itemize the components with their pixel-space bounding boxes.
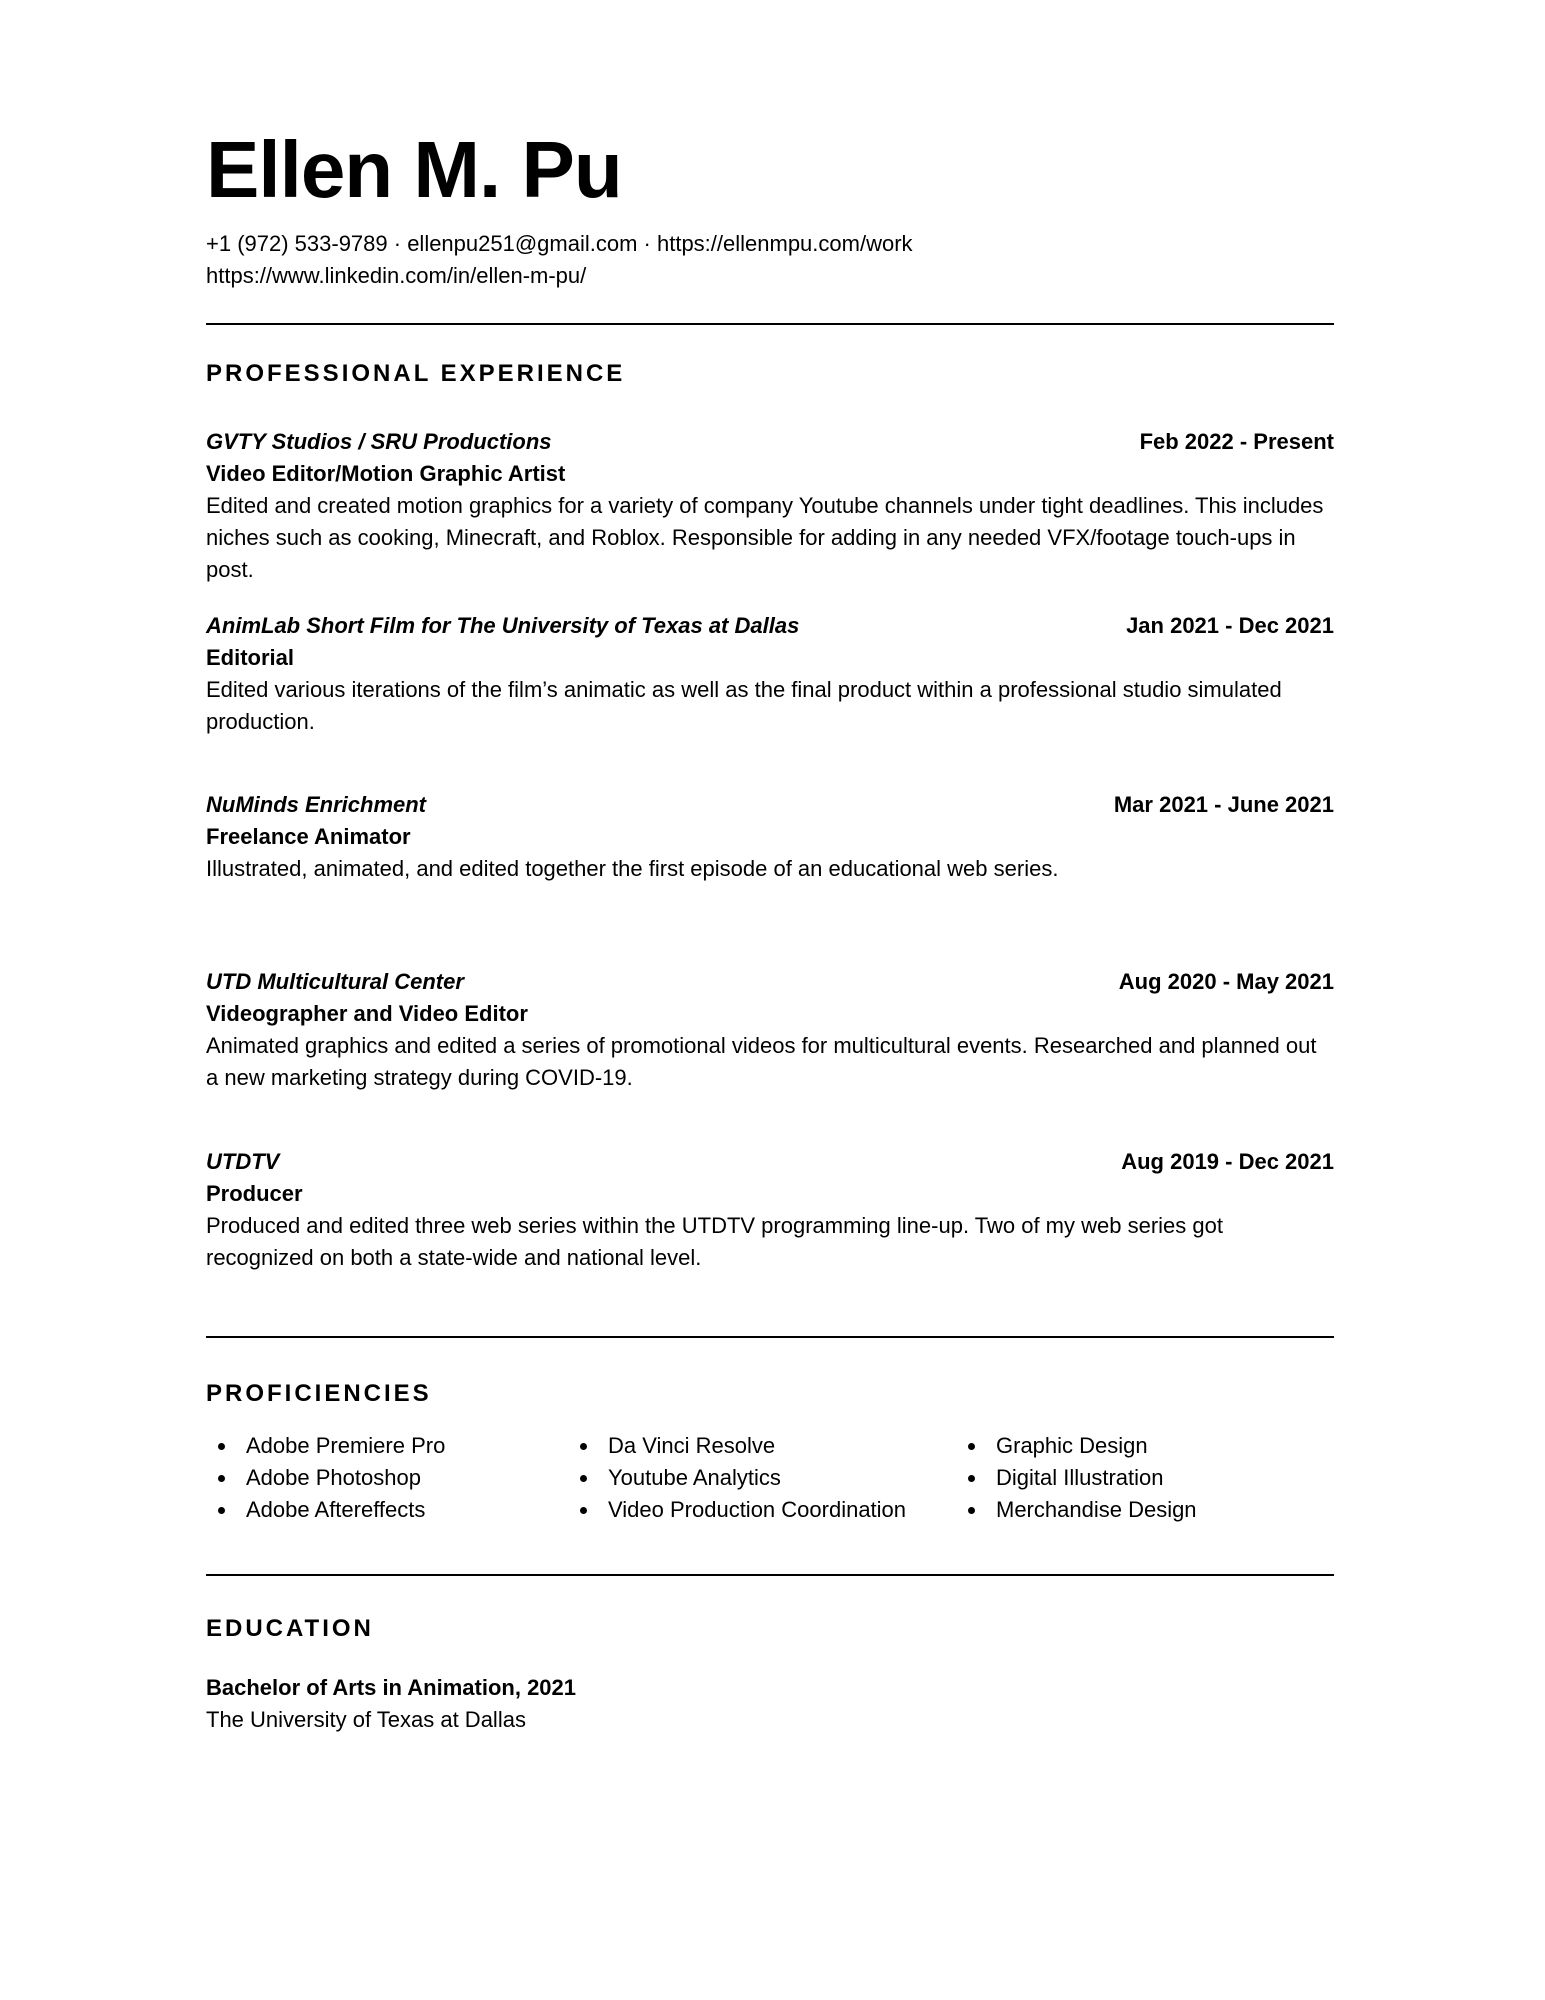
- contact-line-linkedin: https://www.linkedin.com/in/ellen-m-pu/: [206, 263, 587, 288]
- section-divider: [206, 323, 1334, 325]
- education-degree: Bachelor of Arts in Animation, 2021: [206, 1675, 577, 1700]
- job-dates: Aug 2019 - Dec 2021: [1121, 1149, 1334, 1174]
- job-description: Produced and edited three web series within the UTDTV programming line-up. Two of my web series got recognized on both a state-wide and national level.: [206, 1213, 1223, 1270]
- list-item: Da Vinci Resolve: [568, 1430, 906, 1462]
- list-item: Adobe Photoshop: [206, 1462, 445, 1494]
- list-item: Adobe Aftereffects: [206, 1494, 445, 1526]
- job-role: Freelance Animator: [206, 824, 411, 849]
- job-role: Videographer and Video Editor: [206, 1001, 528, 1026]
- job-role: Editorial: [206, 645, 295, 670]
- section-divider: [206, 1574, 1334, 1576]
- proficiency-column: [956, 1430, 1197, 1526]
- job-entry: [206, 966, 1334, 1094]
- proficiencies-list: [206, 1430, 1334, 1530]
- list-item: Merchandise Design: [956, 1494, 1197, 1526]
- experience-section-title: PROFESSIONAL EXPERIENCE: [206, 360, 626, 387]
- job-entry: [206, 610, 1334, 738]
- bullet-icon: [968, 1475, 975, 1482]
- job-dates: Feb 2022 - Present: [1139, 429, 1334, 454]
- job-dates: Jan 2021 - Dec 2021: [1126, 613, 1334, 638]
- job-company: UTD Multicultural Center: [206, 969, 464, 994]
- job-description: Edited and created motion graphics for a variety of company Youtube channels under tight deadlines. This includes niches such as cooking, Minecraft, and Roblox. Responsible for adding in any needed VFX/footage touch-ups in post.: [206, 493, 1324, 582]
- job-entry: [206, 426, 1334, 586]
- job-dates: Aug 2020 - May 2021: [1118, 969, 1334, 994]
- job-company: NuMinds Enrichment: [206, 792, 427, 817]
- job-company: GVTY Studios / SRU Productions: [206, 429, 552, 454]
- bullet-icon: [580, 1443, 587, 1450]
- job-entry: [206, 1146, 1334, 1274]
- list-item: Video Production Coordination: [568, 1494, 906, 1526]
- section-divider: [206, 1336, 1334, 1338]
- bullet-icon: [218, 1507, 225, 1514]
- job-company: AnimLab Short Film for The University of Texas at Dallas: [206, 613, 800, 638]
- job-description: Edited various iterations of the film’s animatic as well as the final product within a professional studio simulated production.: [206, 677, 1282, 734]
- contact-line-phone-email-website: +1 (972) 533-9789 · ellenpu251@gmail.com · https://ellenmpu.com/work: [206, 231, 913, 256]
- job-role: Producer: [206, 1181, 303, 1206]
- job-entry: [206, 789, 1334, 885]
- proficiency-column: [568, 1430, 906, 1526]
- education-school: The University of Texas at Dallas: [206, 1707, 526, 1732]
- bullet-icon: [968, 1443, 975, 1450]
- bullet-icon: [580, 1475, 587, 1482]
- proficiency-column: [206, 1430, 445, 1526]
- job-role: Video Editor/Motion Graphic Artist: [206, 461, 566, 486]
- job-dates: Mar 2021 - June 2021: [1113, 792, 1334, 817]
- bullet-icon: [218, 1443, 225, 1450]
- education-entry: [206, 1672, 576, 1736]
- job-description: Illustrated, animated, and edited together the first episode of an educational web series.: [206, 856, 1059, 881]
- job-description: Animated graphics and edited a series of promotional videos for multicultural events. Researched and planned out a new marketing strategy during COVID-19.: [206, 1033, 1317, 1090]
- proficiencies-section-title: PROFICIENCIES: [206, 1380, 432, 1407]
- list-item: Digital Illustration: [956, 1462, 1197, 1494]
- list-item: Graphic Design: [956, 1430, 1197, 1462]
- bullet-icon: [968, 1507, 975, 1514]
- list-item: Adobe Premiere Pro: [206, 1430, 445, 1462]
- candidate-name: Ellen M. Pu: [206, 125, 622, 214]
- education-section-title: EDUCATION: [206, 1615, 374, 1642]
- bullet-icon: [580, 1507, 587, 1514]
- job-company: UTDTV: [206, 1149, 280, 1174]
- contact-block: [206, 228, 913, 292]
- list-item: Youtube Analytics: [568, 1462, 906, 1494]
- bullet-icon: [218, 1475, 225, 1482]
